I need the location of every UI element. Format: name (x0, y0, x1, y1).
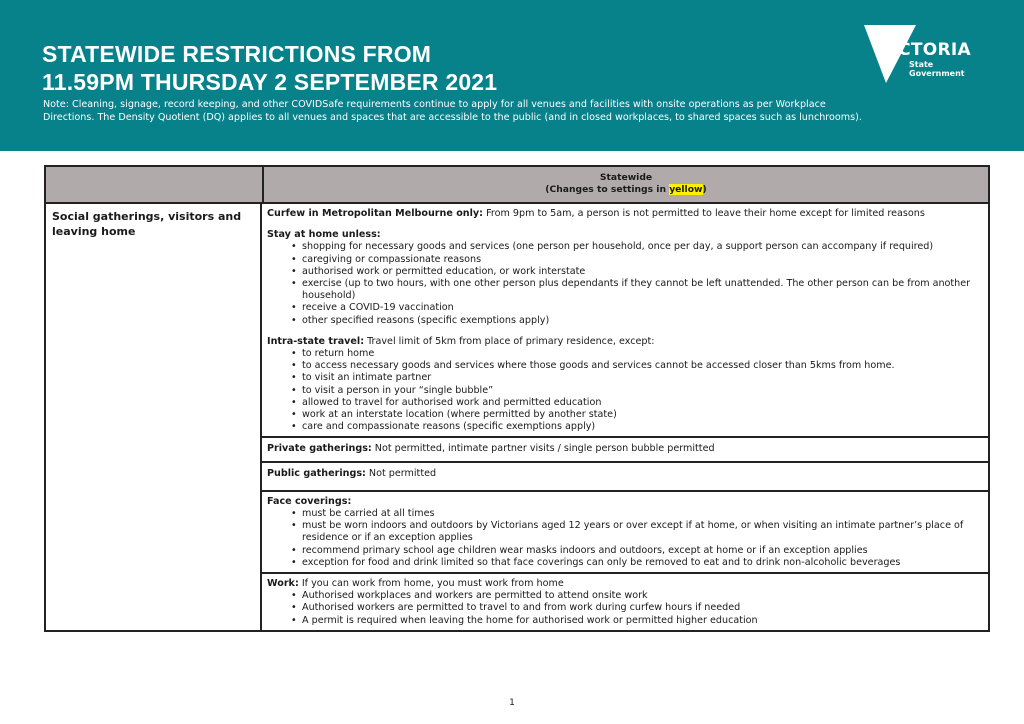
yellow-highlight: yellow (669, 184, 703, 195)
list-item: • must be worn indoors and outdoors by Victorians aged 12 years or over except if at home, or when visiting an intimate partner’s place of residence or if an exception applies (302, 520, 983, 544)
private-gatherings-block: Private gatherings: Not permitted, intimate partner visits / single person bubble permitted (262, 438, 988, 462)
list-item: • Authorised workplaces and workers are permitted to attend onsite work (302, 590, 983, 602)
table-header-row (46, 167, 988, 204)
curfew-line: Curfew in Metropolitan Melbourne only: From 9pm to 5am, a person is not permitted to leave their home except for limited reasons (267, 208, 925, 219)
category-cell: Social gatherings, visitors and leaving home (46, 204, 262, 630)
stay-home-list (267, 241, 983, 326)
details-column (262, 204, 988, 630)
header-note: Note: Cleaning, signage, record keeping, and other COVIDSafe requirements continue to apply for all venues and facilities with onsite operations as per Workplace Directions. The Density Quotient (DQ) applies to all venues and spaces that are accessible to the public (and in closed workplaces, to shared spaces such as lunchrooms). (43, 99, 862, 123)
public-gatherings-block: Public gatherings: Not permitted (262, 463, 988, 492)
restrictions-table (44, 165, 990, 632)
list-item: • work at an interstate location (where permitted by another state) (302, 409, 983, 421)
travel-list (267, 348, 983, 433)
logo-sub-state: State (909, 60, 934, 69)
list-item: • A permit is required when leaving the home for authorised work or permitted higher education (302, 615, 983, 627)
list-item: • care and compassionate reasons (specific exemptions apply) (302, 421, 983, 433)
list-item: • other specified reasons (specific exemptions apply) (302, 315, 983, 327)
page-title (42, 40, 497, 96)
list-item: • Authorised workers are permitted to travel to and from work during curfew hours if needed (302, 602, 983, 614)
logo-subtitle (909, 60, 965, 78)
header-changes-note: (Changes to settings in yellow) (545, 184, 707, 195)
list-item: • caregiving or compassionate reasons (302, 254, 983, 266)
victoria-logo (862, 25, 972, 85)
list-item: • allowed to travel for authorised work and permitted education (302, 397, 983, 409)
list-item: • to visit a person in your “single bubble” (302, 385, 983, 397)
face-coverings-list (267, 508, 983, 569)
header-empty-cell (46, 167, 264, 202)
list-item: • to return home (302, 348, 983, 360)
list-item: • recommend primary school age children wear masks indoors and outdoors, except at home or if an exception applies (302, 545, 983, 557)
logo-word: VICTORIA (878, 40, 971, 60)
list-item: • to access necessary goods and services where those goods and services cannot be accessed closer than 5kms from home. (302, 360, 983, 372)
list-item: • must be carried at all times (302, 508, 983, 520)
list-item: • receive a COVID-19 vaccination (302, 302, 983, 314)
list-item: • authorised work or permitted education, or work interstate (302, 266, 983, 278)
list-item: • exercise (up to two hours, with one other person plus dependants if they cannot be left unattended. The other person can be from another household) (302, 278, 983, 302)
travel-line: Intra-state travel: Travel limit of 5km from place of primary residence, except: (267, 335, 655, 347)
face-coverings-block: Face coverings: • must be carried at all times • must be worn indoors and outdoors by Victorians aged 12 years or over except if at home, or when visiting an intimate partner’s place of residence or if an exception applies • recommend primary school age children wear masks indoors and outdoors, except at home or if an exception applies • exception for food and drink limited so that face coverings can only be removed to eat and to drink non-alcoholic beverages (262, 492, 988, 574)
work-list (267, 590, 983, 627)
title-line-1: STATEWIDE RESTRICTIONS FROM (42, 41, 432, 67)
header-statewide-label: Statewide (599, 172, 653, 183)
stay-home-label: Stay at home unless: (267, 229, 381, 241)
movement-block (262, 204, 988, 438)
work-block: Work: If you can work from home, you must work from home • Authorised workplaces and workers are permitted to attend onsite work • Authorised workers are permitted to travel to and from work during curfew hours if needed • A permit is required when leaving the home for authorised work or permitted higher education (262, 574, 988, 630)
header-statewide-cell (264, 167, 988, 202)
list-item: • to visit an intimate partner (302, 372, 983, 384)
logo-sub-government: Government (909, 69, 965, 78)
table-body-row (46, 204, 988, 630)
list-item: • exception for food and drink limited so that face coverings can only be removed to eat and to drink non-alcoholic beverages (302, 557, 983, 569)
page-number: 1 (509, 698, 515, 708)
title-line-2: 11.59PM THURSDAY 2 SEPTEMBER 2021 (42, 69, 498, 95)
list-item: • shopping for necessary goods and services (one person per household, once per day, a support person can accompany if required) (302, 241, 983, 253)
header-banner (0, 0, 1024, 151)
